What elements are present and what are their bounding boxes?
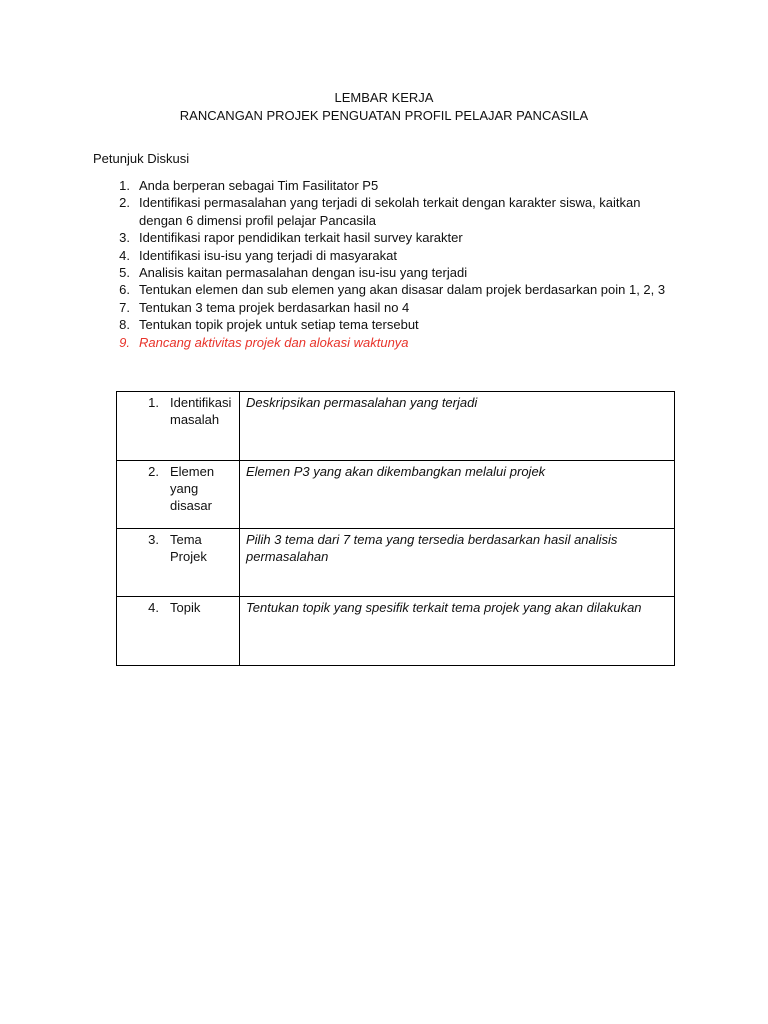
instructions-heading: Petunjuk Diskusi xyxy=(93,151,190,166)
instruction-item-6 xyxy=(108,281,668,298)
instruction-item-1 xyxy=(108,177,668,194)
row-label: Topik xyxy=(170,600,201,615)
document-subtitle: RANCANGAN PROJEK PENGUATAN PROFIL PELAJAR PANCASILA xyxy=(179,108,589,123)
instruction-item-9 xyxy=(108,334,668,351)
instruction-text: Analisis kaitan permasalahan dengan isu-isu yang terjadi xyxy=(139,265,468,281)
row-label: Identifikasi masalah xyxy=(170,395,232,427)
instruction-text: Tentukan elemen dan sub elemen yang akan disasar dalam projek berdasarkan poin 1, 2, 3 xyxy=(139,282,666,298)
table-label-cell xyxy=(117,392,240,461)
table-label-cell xyxy=(117,529,240,597)
table-label-cell xyxy=(117,461,240,529)
instruction-item-7 xyxy=(108,299,668,316)
row-number: 4. xyxy=(148,600,159,615)
instruction-item-5 xyxy=(108,264,668,281)
instruction-text: Tentukan 3 tema projek berdasarkan hasil no 4 xyxy=(139,299,410,315)
instruction-number: 1. xyxy=(119,178,130,193)
row-number: 2. xyxy=(148,464,159,479)
instruction-number: 8. xyxy=(119,317,130,333)
instruction-text: Anda berperan sebagai Tim Fasilitator P5 xyxy=(139,178,379,193)
project-plan-table xyxy=(116,391,675,666)
instruction-number: 5. xyxy=(119,265,130,281)
instruction-text: Identifikasi rapor pendidikan terkait hasil survey karakter xyxy=(139,230,463,246)
document-title: LEMBAR KERJA xyxy=(334,90,434,105)
instruction-item-4 xyxy=(108,247,668,264)
instruction-number: 3. xyxy=(119,230,130,246)
instruction-number: 9. xyxy=(119,334,130,350)
instruction-number: 6. xyxy=(119,282,130,298)
instruction-text: Identifikasi permasalahan yang terjadi di sekolah terkait dengan karakter siswa, kaitkan dengan 6 dimensi profil pelajar Pancasila xyxy=(139,195,641,228)
instruction-number: 2. xyxy=(119,195,130,211)
row-number: 1. xyxy=(148,395,159,410)
table-description-cell[interactable]: Tentukan topik yang spesifik terkait tema projek yang akan dilakukan xyxy=(240,597,675,666)
row-label: Tema Projek xyxy=(170,532,207,564)
instruction-item-2 xyxy=(108,194,668,229)
table-description-cell[interactable]: Pilih 3 tema dari 7 tema yang tersedia berdasarkan hasil analisis permasalahan xyxy=(240,529,675,597)
instruction-text: Tentukan topik projek untuk setiap tema tersebut xyxy=(139,317,419,333)
instruction-text: Rancang aktivitas projek dan alokasi waktunya xyxy=(139,334,409,350)
instruction-text: Identifikasi isu-isu yang terjadi di masyarakat xyxy=(139,247,397,263)
table-label-cell xyxy=(117,597,240,666)
row-label: Elemen yang disasar xyxy=(170,464,215,513)
instruction-number: 4. xyxy=(119,247,130,263)
instruction-item-8 xyxy=(108,316,668,333)
row-number: 3. xyxy=(148,532,159,547)
table-row xyxy=(117,529,675,597)
table-description-cell[interactable]: Elemen P3 yang akan dikembangkan melalui projek xyxy=(240,461,675,529)
instruction-item-3 xyxy=(108,229,668,246)
table-row xyxy=(117,597,675,666)
table-row xyxy=(117,461,675,529)
instructions-list xyxy=(108,177,668,351)
instruction-number: 7. xyxy=(119,299,130,315)
table-row xyxy=(117,392,675,461)
table-description-cell[interactable]: Deskripsikan permasalahan yang terjadi xyxy=(240,392,675,461)
